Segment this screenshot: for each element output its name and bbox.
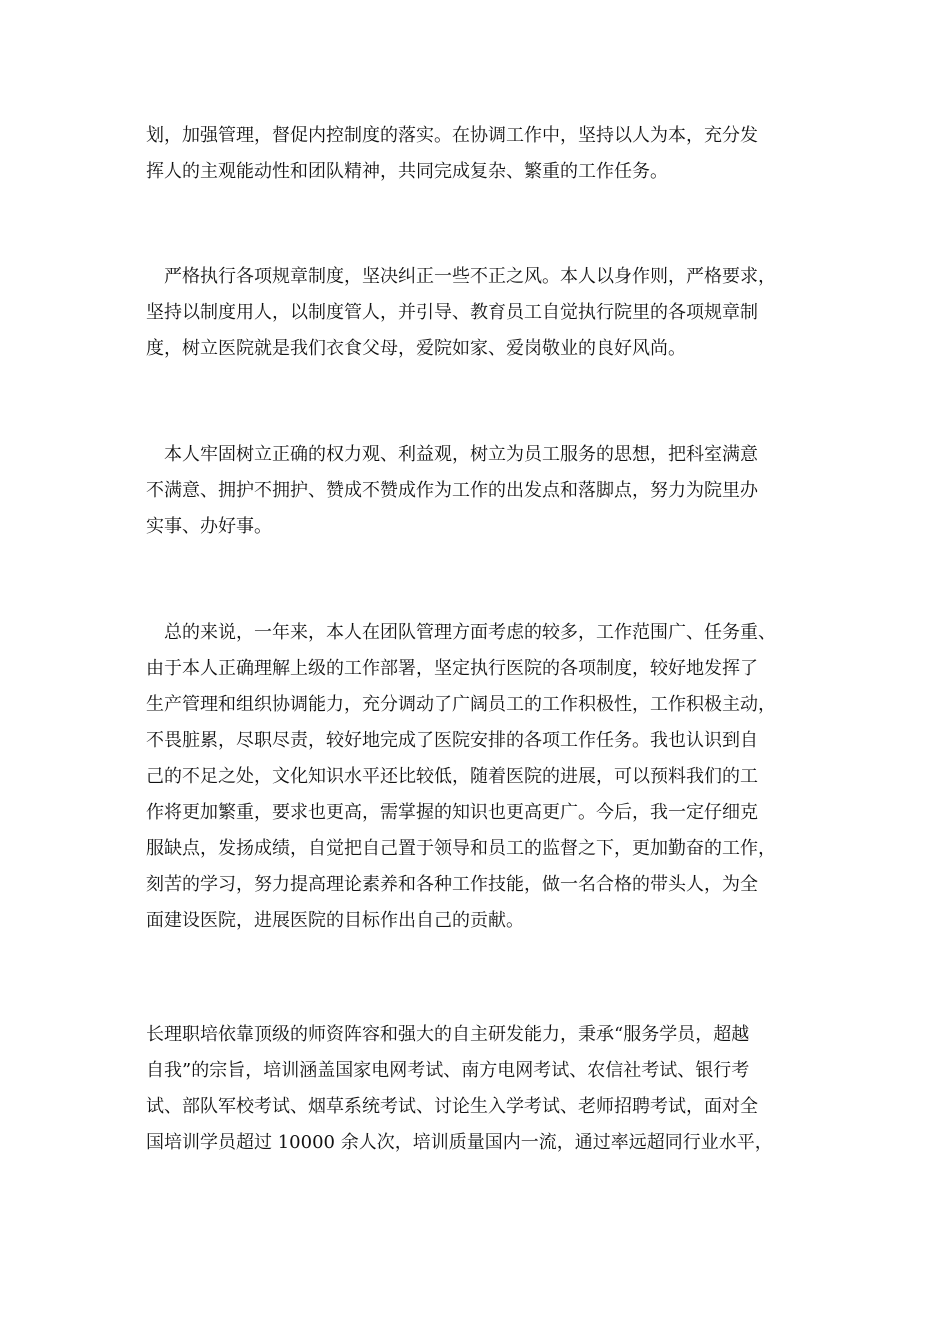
paragraph-line: 实事、办好事。 (146, 516, 272, 537)
paragraph-line: 坚持以制度用人，以制度管人，并引导、教育员工自觉执行院里的各项规章制 (146, 302, 758, 323)
paragraph-line: 总的来说，一年来，本人在团队管理方面考虑的较多，工作范围广、任务重、 (146, 622, 776, 643)
paragraph-3 (146, 437, 826, 545)
paragraph-1 (146, 118, 826, 190)
paragraph-line: 生产管理和组织协调能力，充分调动了广阔员工的工作积极性，工作积极主动， (146, 694, 776, 715)
paragraph-line: 不满意、拥护不拥护、赞成不赞成作为工作的出发点和落脚点，努力为院里办 (146, 480, 758, 501)
paragraph-line: 不畏脏累，尽职尽责，较好地完成了医院安排的各项工作任务。我也认识到自 (146, 730, 758, 751)
paragraph-line: 严格执行各项规章制度，坚决纠正一些不正之风。本人以身作则，严格要求， (146, 266, 776, 287)
paragraph-line: 刻苦的学习，努力提高理论素养和各种工作技能，做一名合格的带头人，为全 (146, 874, 758, 895)
paragraph-line: 挥人的主观能动性和团队精神，共同完成复杂、繁重的工作任务。 (146, 161, 668, 182)
paragraph-line: 本人牢固树立正确的权力观、利益观，树立为员工服务的思想，把科室满意 (146, 444, 758, 465)
paragraph-2 (146, 259, 826, 367)
paragraph-line: 划，加强管理，督促内控制度的落实。在协调工作中，坚持以人为本，充分发 (146, 125, 758, 146)
paragraph-line: 度，树立医院就是我们衣食父母，爱院如家、爱岗敬业的良好风尚。 (146, 338, 686, 359)
paragraph-line: 试、部队军校考试、烟草系统考试、讨论生入学考试、老师招聘考试，面对全 (146, 1096, 758, 1117)
paragraph-5 (146, 1017, 826, 1161)
paragraph-4 (146, 615, 826, 939)
paragraph-line: 长理职培依靠顶级的师资阵容和强大的自主研发能力，秉承“服务学员，超越 (146, 1024, 750, 1045)
paragraph-line: 服缺点，发扬成绩，自觉把自己置于领导和员工的监督之下，更加勤奋的工作， (146, 838, 776, 859)
paragraph-line: 国培训学员超过 10000 余人次，培训质量国内一流，通过率远超同行业水平， (146, 1132, 773, 1153)
paragraph-line: 由于本人正确理解上级的工作部署，坚定执行医院的各项制度，较好地发挥了 (146, 658, 758, 679)
paragraph-line: 面建设医院，进展医院的目标作出自己的贡献。 (146, 910, 524, 931)
paragraph-line: 作将更加繁重，要求也更高，需掌握的知识也更高更广。今后，我一定仔细克 (146, 802, 758, 823)
paragraph-line: 自我”的宗旨，培训涵盖国家电网考试、南方电网考试、农信社考试、银行考 (146, 1060, 750, 1081)
paragraph-line: 己的不足之处，文化知识水平还比较低，随着医院的进展，可以预料我们的工 (146, 766, 758, 787)
